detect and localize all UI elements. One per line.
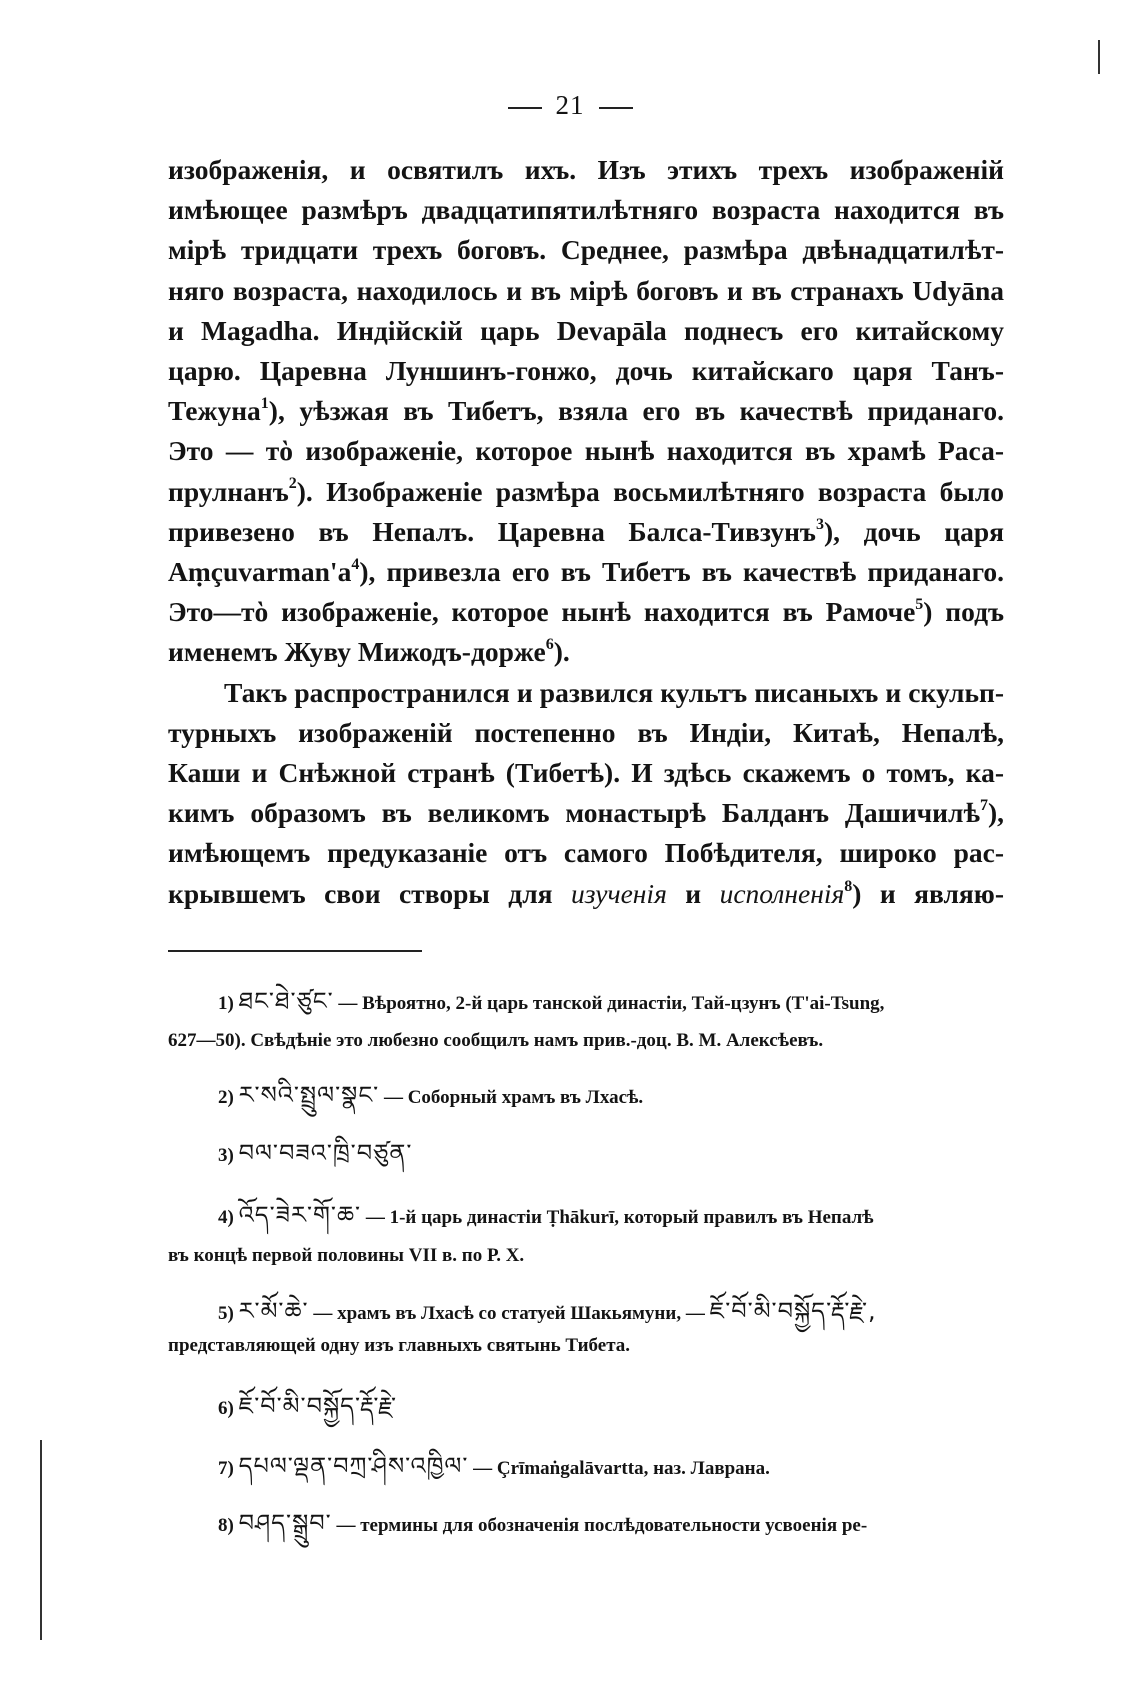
footnote-5-continued	[168, 1335, 1018, 1357]
footnote-number: 8)	[218, 1515, 234, 1536]
footnote-6	[218, 1380, 1068, 1447]
page-number-value: 21	[555, 90, 585, 120]
footnote-ref-6[interactable]: 6	[545, 636, 554, 654]
text-line	[168, 874, 1004, 914]
tibetan-text: ཇོ་བོ་མི་བསྐྱོད་རྡོ་རྗེ་,	[709, 1297, 877, 1325]
text-run: крывшемъ свои створы для	[168, 877, 571, 909]
page-number	[0, 90, 1140, 121]
footnote-ref-1[interactable]: 1	[260, 395, 269, 413]
footnote-ref-3[interactable]: 3	[815, 515, 824, 533]
text-line: Каши и Снѣжной странѣ (Тибетѣ). И здѣсь скажемъ о томъ, ка-	[168, 757, 1004, 789]
text-line: имѣющемъ предуказаніе отъ самого Побѣдителя, широко рас-	[168, 837, 1004, 869]
tibetan-text: འོད་ཟེར་གོ་ཆ་	[238, 1201, 362, 1229]
text-line	[168, 472, 1004, 512]
text-line	[168, 391, 1004, 431]
text-run: кимъ образомъ въ великомъ монастырѣ Балданъ Дашичилѣ	[168, 797, 980, 829]
text-run: ), привезла его въ Тибетъ въ качествѣ приданаго.	[359, 556, 1004, 588]
text-line: турныхъ изображеній постепенно въ Индіи, Китаѣ, Непалѣ,	[168, 716, 1004, 748]
text-run: Aṃçuvarman'а	[168, 556, 352, 588]
dash-left	[508, 107, 542, 109]
footnote-number: 5)	[218, 1303, 234, 1324]
footnote-number: 7)	[218, 1458, 234, 1479]
footnote-separator	[168, 950, 422, 952]
tibetan-text: དཔལ་ལྡན་བཀྲ་ཤིས་འཁྱིལ་	[238, 1452, 469, 1480]
text-line	[168, 793, 1004, 833]
dash-right	[599, 107, 633, 109]
footnote-ref-5[interactable]: 5	[915, 596, 924, 614]
tibetan-text: ར་མོ་ཆེ་	[238, 1297, 309, 1325]
scan-edge-mark	[40, 1440, 42, 1640]
text-line: изображенія, и освятилъ ихъ. Изъ этихъ трехъ изображеній	[168, 154, 1004, 185]
tibetan-text: ཇོ་བོ་མི་བསྐྱོད་རྡོ་རྗེ་	[238, 1392, 397, 1420]
footnote-number: 4)	[218, 1207, 234, 1228]
tibetan-text: བཤད་སྒྲུབ་	[238, 1509, 332, 1537]
footnote-ref-7[interactable]: 7	[979, 797, 988, 815]
footnote-number: 3)	[218, 1145, 234, 1166]
footnote-text: въ концѣ первой половины VII в. по Р. Х.	[168, 1245, 525, 1266]
footnote-text: — Вѣроятно, 2-й царь танской династіи, Тай-цзунъ (T'ai-Tsung,	[338, 993, 885, 1014]
text-run: привезено въ Непалъ. Царевна Балса-Тивзунъ	[168, 515, 816, 547]
text-run: и	[666, 877, 720, 909]
text-line: Такъ распространился и развился культъ писаныхъ и скульп-	[224, 676, 1004, 708]
paragraph-1	[168, 150, 1004, 673]
text-line: мірѣ тридцати трехъ боговъ. Среднее, размѣра двѣнадцатилѣт-	[168, 234, 1004, 266]
footnote-text: — термины для обозначенія послѣдовательности усвоенія ре-	[336, 1515, 868, 1536]
footnote-text: 627—50). Свѣдѣніе это любезно сообщилъ намъ прив.-доц. В. М. Алексѣевъ.	[168, 1030, 824, 1051]
footnote-ref-2[interactable]: 2	[288, 475, 297, 493]
text-line: Это — тὸ изображеніе, которое нынѣ находится въ храмѣ Раса-	[168, 435, 1004, 467]
tibetan-text: ཐང་ཐེ་ཙུང་	[238, 987, 334, 1015]
footnote-ref-4[interactable]: 4	[351, 555, 360, 573]
footnote-3	[218, 1127, 1068, 1194]
scan-edge-mark	[1098, 40, 1100, 74]
text-run: ), уѣзжая въ Тибетъ, взяла его въ качествѣ приданаго.	[268, 395, 1004, 427]
tibetan-text: བལ་བཟའ་ཁྲི་བཙུན་	[238, 1139, 413, 1167]
text-line	[168, 552, 1004, 592]
footnote-text: представляющей одну изъ главныхъ святынь Тибета.	[168, 1335, 631, 1356]
footnote-text: — 1-й царь династіи Ṭhākurī, который правилъ въ Непалѣ	[365, 1207, 874, 1228]
footnote-number: 6)	[218, 1398, 234, 1419]
text-line	[168, 632, 1004, 672]
text-line: и Magadha. Индійскій царь Devapāla поднесъ его китайскому	[168, 314, 1004, 346]
text-line: няго возраста, находилось и въ мірѣ боговъ и въ странахъ Udyāna	[168, 274, 1004, 306]
italic-term: изученія	[570, 877, 667, 909]
main-text	[168, 150, 1004, 914]
text-run: ), дочь царя	[823, 515, 1004, 547]
footnote-ref-8[interactable]: 8	[844, 877, 853, 895]
footnote-text: — Соборный храмъ въ Лхасѣ.	[383, 1087, 644, 1108]
footnote-number: 2)	[218, 1087, 234, 1108]
text-run: ) и являю-	[852, 877, 1004, 909]
text-line: имѣющее размѣръ двадцатипятилѣтняго возраста находится въ	[168, 194, 1004, 226]
italic-term: исполненія	[719, 877, 845, 909]
footnote-1-continued	[168, 1030, 1018, 1052]
text-line	[168, 512, 1004, 552]
text-run: именемъ Жуву Мижодъ-дорже	[168, 636, 546, 668]
text-line: царю. Царевна Луншинъ-гонжо, дочь китайскаго царя Танъ-	[168, 355, 1004, 387]
text-run: ).	[553, 636, 570, 668]
footnote-text: — храмъ въ Лхасѣ со статуей Шакьямуни, —	[313, 1303, 705, 1324]
text-run: ). Изображеніе размѣра восьмилѣтняго возраста было	[296, 475, 1004, 507]
text-run: Это—тὸ изображеніе, которое нынѣ находится въ Рамоче	[168, 596, 916, 628]
text-line	[168, 592, 1004, 632]
footnote-4-continued	[168, 1245, 1018, 1267]
footnote-8	[218, 1497, 1068, 1564]
paragraph-2	[168, 673, 1004, 914]
text-run: ) подъ	[923, 596, 1005, 628]
tibetan-text: ར་སའི་སྤྲུལ་སྣང་	[238, 1081, 380, 1109]
footnote-text: — Çrīmaṅgalāvartta, наз. Лаврана.	[473, 1458, 770, 1479]
text-run: Тежуна	[168, 395, 261, 427]
text-run: прулнанъ	[168, 475, 289, 507]
text-run: ),	[987, 797, 1004, 829]
footnote-number: 1)	[218, 993, 234, 1014]
footnote-2	[218, 1069, 1068, 1136]
